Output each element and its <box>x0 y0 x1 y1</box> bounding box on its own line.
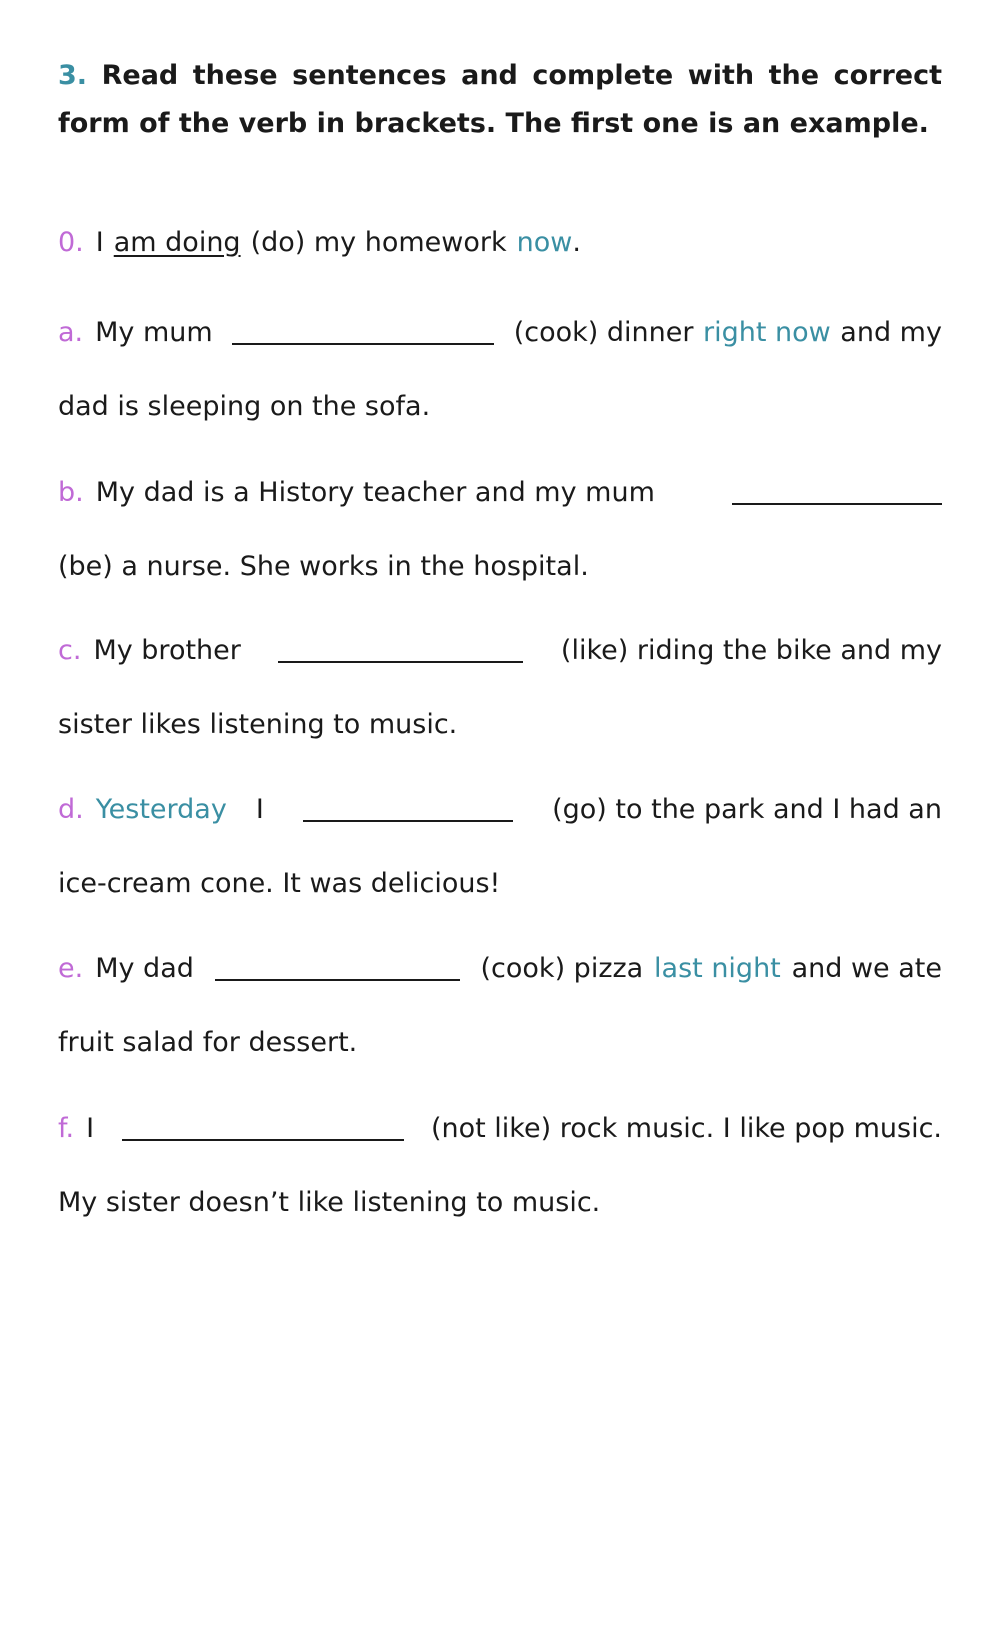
question-c-line-2 <box>58 688 942 762</box>
example-answer: am doing <box>113 227 241 258</box>
question-e-line-2 <box>58 1006 942 1080</box>
question-a-line-2 <box>58 370 942 444</box>
question-e-line-1 <box>58 932 942 1006</box>
question-a-text-3: and my <box>840 317 942 348</box>
exercise-number: 3. <box>58 60 88 91</box>
question-f-line-1 <box>58 1092 942 1166</box>
question-a-continuation: dad is sleeping on the sofa. <box>58 391 431 422</box>
item-label: b. <box>58 477 84 508</box>
question-d-continuation: ice-cream cone. It was delicious! <box>58 868 501 899</box>
question-b-text-wrap <box>96 456 708 530</box>
question-c <box>58 614 942 762</box>
answer-blank-b[interactable] <box>732 481 942 505</box>
answer-blank-c[interactable] <box>278 639 523 663</box>
question-e <box>58 932 942 1080</box>
question-b-text-1: My dad is a History teacher and my mum <box>95 477 655 508</box>
example-sentence <box>58 206 942 280</box>
question-c-text-1: My brother <box>93 635 241 666</box>
question-e-text-1: My dad <box>95 953 194 984</box>
question-f-text-1: I <box>86 1113 95 1144</box>
question-e-continuation: fruit salad for dessert. <box>58 1027 358 1058</box>
question-f-text-2: (not like) rock music. I like pop music. <box>430 1113 942 1144</box>
answer-blank-e[interactable] <box>215 957 460 981</box>
example-text-2: (do) my homework <box>250 227 507 258</box>
question-a-text-2: (cook) dinner <box>513 317 694 348</box>
question-d-line-2 <box>58 847 942 921</box>
instructions <box>58 52 942 148</box>
example-text-3: . <box>572 227 581 258</box>
question-e-time-word: last night <box>654 953 781 984</box>
question-c-line-1 <box>58 614 942 688</box>
question-e-text-2: (cook) pizza <box>480 953 644 984</box>
question-c-continuation: sister likes listening to music. <box>58 709 458 740</box>
answer-blank-a[interactable] <box>232 321 494 345</box>
question-f <box>58 1092 942 1240</box>
question-d-text-2: (go) to the park and I had an <box>552 794 942 825</box>
instructions-text: Read these sentences and complete with the correct form of the verb in brackets. The first one is an example. <box>58 60 943 139</box>
question-a-text-1: My mum <box>95 317 213 348</box>
item-label: d. <box>58 794 84 825</box>
item-label: f. <box>58 1113 75 1144</box>
question-f-continuation: My sister doesn’t like listening to music. <box>58 1187 601 1218</box>
example-line <box>58 206 942 280</box>
question-b <box>58 456 942 604</box>
example-text-1: I <box>95 227 104 258</box>
question-a <box>58 296 942 444</box>
question-d-text-1: I <box>255 794 264 825</box>
question-b-continuation: (be) a nurse. She works in the hospital. <box>58 551 589 582</box>
question-a-time-word: right now <box>703 317 831 348</box>
question-d <box>58 773 942 921</box>
question-c-text-2: (like) riding the bike and my <box>560 635 942 666</box>
item-label: e. <box>58 953 84 984</box>
example-time-word: now <box>516 227 573 258</box>
question-a-line-1 <box>58 296 942 370</box>
item-label: c. <box>58 635 82 666</box>
answer-blank-d[interactable] <box>303 798 513 822</box>
question-d-line-1 <box>58 773 942 847</box>
question-b-line-2 <box>58 530 942 604</box>
answer-blank-f[interactable] <box>122 1117 404 1141</box>
item-label: a. <box>58 317 84 348</box>
question-d-time-word: Yesterday <box>95 794 227 825</box>
item-label: 0. <box>58 227 84 258</box>
question-e-text-3: and we ate <box>791 953 942 984</box>
question-f-line-2 <box>58 1166 942 1240</box>
question-b-line-1 <box>58 456 942 530</box>
